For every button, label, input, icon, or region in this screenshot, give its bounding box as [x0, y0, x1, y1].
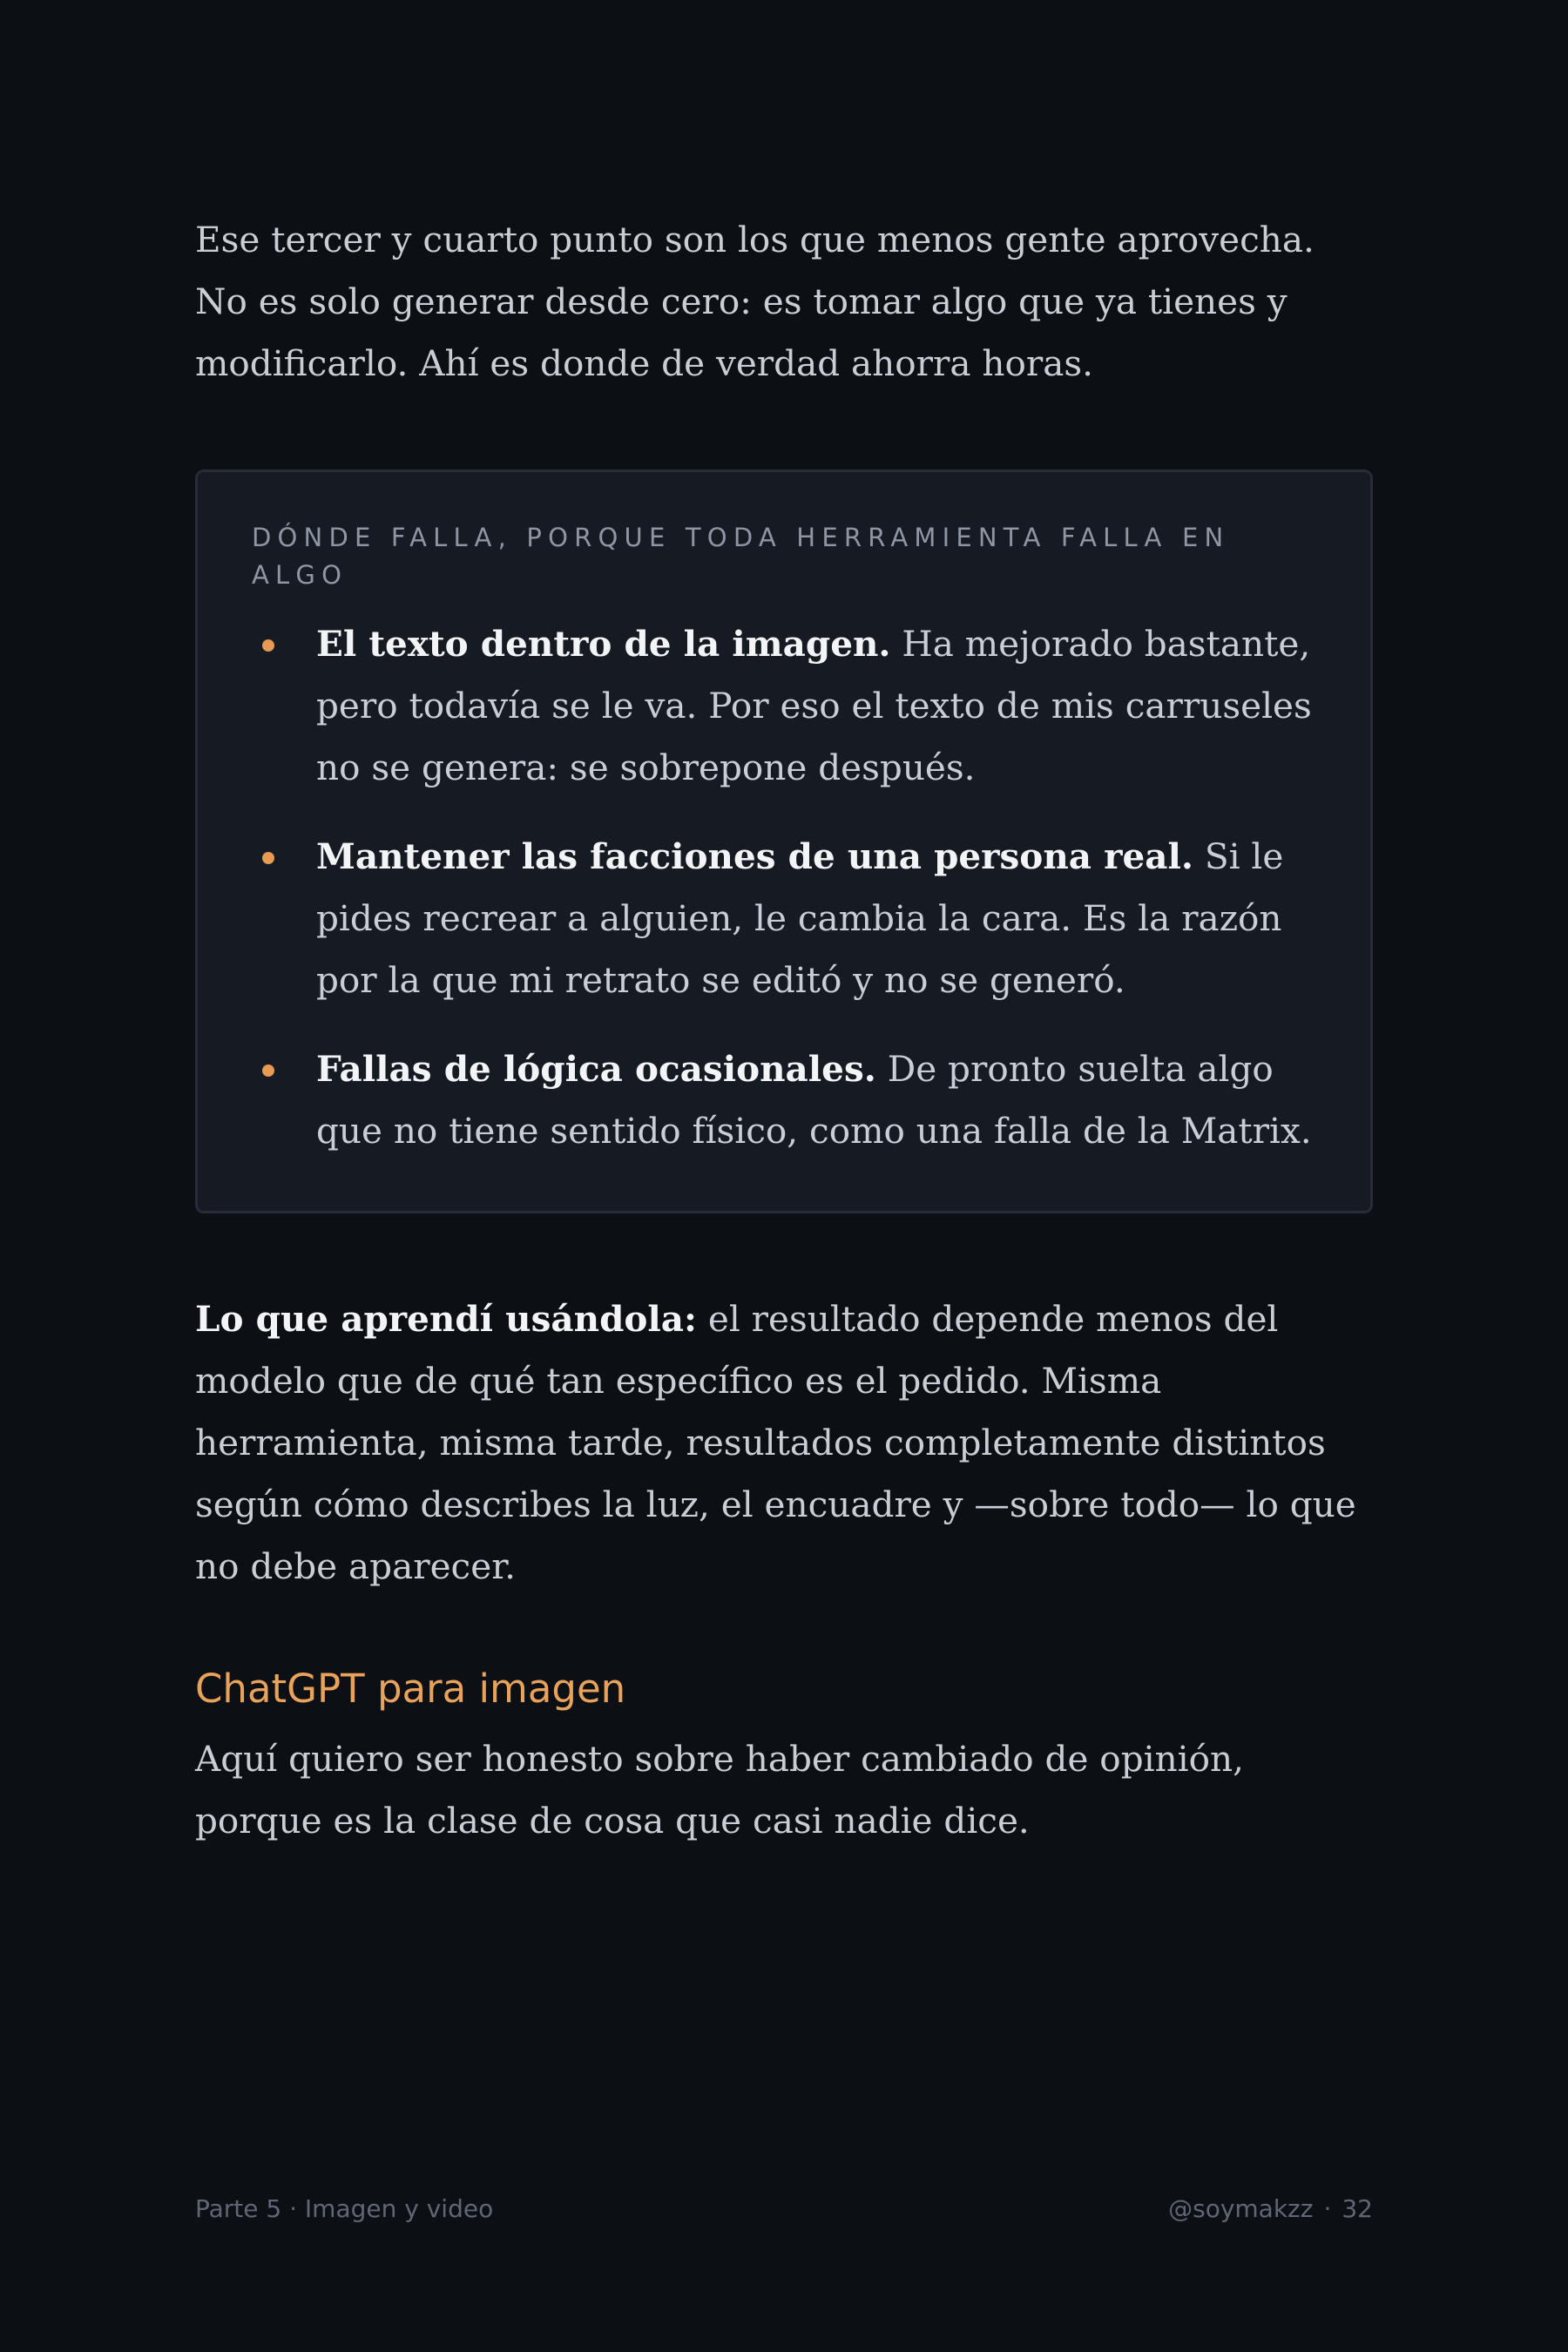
- list-item-bold: El texto dentro de la imagen.: [316, 623, 891, 665]
- learned-bold: Lo que aprendí usándola:: [195, 1298, 697, 1340]
- bullet-dot-icon: [262, 639, 274, 652]
- list-item: [252, 613, 1316, 799]
- section-paragraph: Aquí quiero ser honesto sobre haber cambiado de opinión, porque es la clase de cosa que casi nadie dice.: [195, 1738, 1244, 1842]
- bullet-dot-icon: [262, 852, 274, 864]
- list-item: [252, 826, 1316, 1011]
- footer-separator: ·: [1323, 2194, 1332, 2223]
- callout-title: DÓNDE FALLA, PORQUE TODA HERRAMIENTA FALLA EN ALGO: [252, 523, 1230, 590]
- list-item-text: Si le pides recrear a alguien, le cambia la cara. Es la razón por la que mi retrato se editó y no se generó.: [316, 835, 1284, 1001]
- footer-section-label: Parte 5 · Imagen y video: [195, 2194, 494, 2223]
- page-number: 32: [1342, 2194, 1373, 2223]
- list-item-bold: Fallas de lógica ocasionales.: [316, 1048, 876, 1090]
- learned-text: el resultado depende menos del modelo que de qué tan específico es el pedido. Misma herramienta, misma tarde, resultados completamente distintos según cómo describes la luz, el encuadre y —sobre todo— lo que no debe aparecer.: [195, 1298, 1356, 1587]
- footer-right: [1168, 2192, 1373, 2227]
- section-heading: ChatGPT para imagen: [195, 1666, 626, 1712]
- callout-box: [195, 470, 1373, 1213]
- bullet-dot-icon: [262, 1064, 274, 1077]
- list-item-text: Ha mejorado bastante, pero todavía se le va. Por eso el texto de mis carruseles no se genera: se sobrepone después.: [316, 623, 1312, 788]
- learned-paragraph: [195, 1288, 1373, 1598]
- callout-list: [252, 613, 1316, 1162]
- footer-handle: @soymakzz: [1168, 2194, 1314, 2223]
- list-item-bold: Mantener las facciones de una persona real.: [316, 835, 1193, 877]
- intro-paragraph: Ese tercer y cuarto punto son los que menos gente aprovecha. No es solo generar desde cero: es tomar algo que ya tienes y modificarlo. Ahí es donde de verdad ahorra horas.: [195, 219, 1315, 384]
- page-footer: [195, 2192, 1373, 2227]
- list-item-text: De pronto suelta algo que no tiene sentido físico, como una falla de la Matrix.: [316, 1048, 1312, 1152]
- list-item: [252, 1038, 1316, 1162]
- page-content: [195, 209, 1373, 1852]
